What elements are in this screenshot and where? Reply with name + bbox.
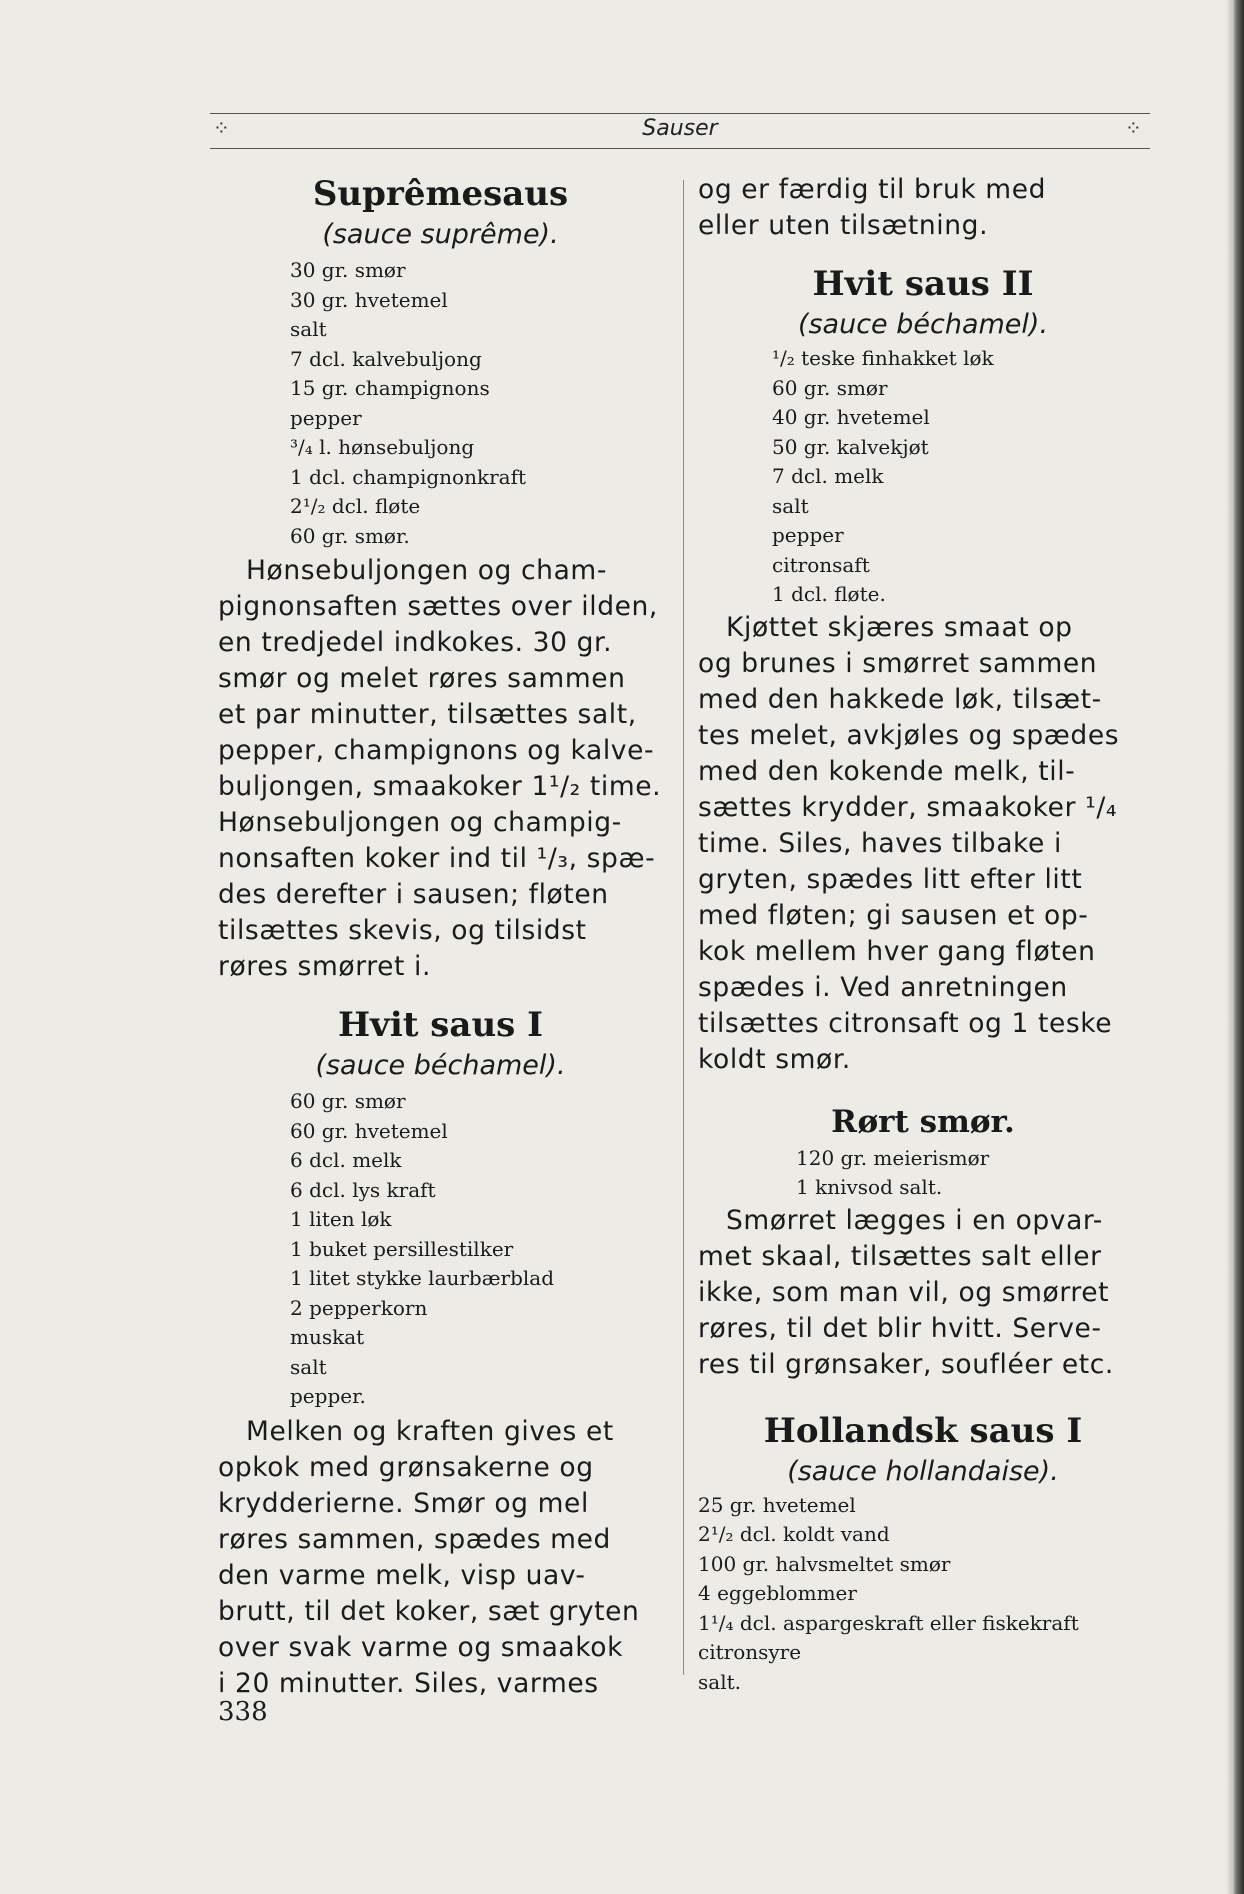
ingredient-item: 7 dcl. melk <box>772 464 884 488</box>
text-line: Kjøttet skjæres smaat op <box>726 611 1073 643</box>
ingredient-list-supreme <box>218 256 663 551</box>
ingredient-item: citronsaft <box>772 552 870 577</box>
ingredient-item: 7 dcl. kalvebuljong <box>290 346 482 371</box>
recipe-text-hvit-2 <box>698 610 1148 1078</box>
text-line: res til grønsaker, soufléer etc. <box>698 1348 1114 1380</box>
text-line: tilsættes citronsaft og 1 teske <box>698 1007 1113 1039</box>
text-line: en tredjedel indkokes. 30 gr. <box>218 627 613 658</box>
text-line: buljongen, smaakoker 1¹/₂ time. <box>218 771 662 802</box>
text-line: opkok med grønsakerne og <box>218 1451 594 1483</box>
text-line: Hønsebuljongen og cham- <box>246 555 607 586</box>
ingredient-item: ¹/₂ teske finhakket løk <box>772 346 994 370</box>
ingredient-item: 2¹/₂ dcl. koldt vand <box>698 1522 890 1546</box>
text-line: og brunes i smørret sammen <box>698 647 1098 679</box>
ornament-right-icon: ⁘ <box>1125 116 1142 140</box>
text-line: time. Siles, haves tilbake i <box>698 827 1062 859</box>
ingredient-item: salt <box>290 1354 327 1379</box>
ingredient-list-rort-smor <box>698 1144 1148 1203</box>
ingredient-item: 25 gr. hvetemel <box>698 1492 856 1517</box>
ingredient-item: 30 gr. smør <box>290 258 406 282</box>
text-line: smør og melet røres sammen <box>218 663 626 694</box>
ingredient-item: 1 litet stykke laurbærblad <box>290 1266 555 1290</box>
recipe-title-supreme: Suprêmesaus <box>312 174 569 214</box>
ingredient-item: 60 gr. hvetemel <box>290 1118 448 1143</box>
ingredient-item: pepper <box>772 523 844 547</box>
ingredient-item: salt <box>290 317 327 341</box>
recipe-text-rort-smor <box>698 1203 1148 1383</box>
text-line: den varme melk, visp uav- <box>218 1559 586 1591</box>
ingredient-item: 1 knivsod salt. <box>796 1175 943 1199</box>
text-line: pignonsaften sættes over ilden, <box>218 591 658 622</box>
recipe-title-rort-smor: Rørt smør. <box>831 1103 1015 1140</box>
text-line: et par minutter, tilsættes salt, <box>218 699 637 730</box>
ingredient-list-hvit-2 <box>698 344 1148 610</box>
text-line: røres sammen, spædes med <box>218 1523 611 1555</box>
recipe-title-hvit-2: Hvit saus II <box>812 264 1034 304</box>
text-line: tilsættes skevis, og tilsidst <box>218 915 587 946</box>
text-line: røres, til det blir hvitt. Serve- <box>698 1312 1102 1344</box>
ingredient-item: salt. <box>698 1669 741 1694</box>
continuation-text <box>698 172 1148 244</box>
ingredient-item: 50 gr. kalvekjøt <box>772 434 929 459</box>
ingredient-item: 120 gr. meierismør <box>796 1145 990 1170</box>
ingredient-item: pepper <box>290 405 362 430</box>
ornament-left-icon: ⁘ <box>213 116 230 140</box>
ingredient-item: ³/₄ l. hønsebuljong <box>290 435 475 459</box>
ingredient-item: 1 dcl. fløte. <box>772 582 886 606</box>
text-line: koldt smør. <box>698 1043 851 1075</box>
ingredient-item: 60 gr. smør. <box>290 523 410 548</box>
ingredient-item: 1 dcl. champignonkraft <box>290 464 527 489</box>
ingredient-item: 1¹/₄ dcl. aspargeskraft eller fiskekraft <box>698 1610 1079 1635</box>
recipe-subtitle-supreme: (sauce suprême). <box>322 219 559 250</box>
text-line: sættes krydder, smaakoker ¹/₄ <box>698 791 1118 823</box>
ingredient-item: 1 liten løk <box>290 1207 392 1231</box>
text-line: krydderierne. Smør og mel <box>218 1487 589 1519</box>
text-line: med fløten; gi sausen et op- <box>698 899 1089 931</box>
ingredient-list-hvit-1 <box>218 1087 663 1412</box>
text-line: i 20 minutter. Siles, varmes <box>218 1667 599 1699</box>
header-rule-bottom <box>210 148 1150 149</box>
ingredient-item: 40 gr. hvetemel <box>772 405 930 429</box>
text-line: og er færdig til bruk med <box>698 174 1047 205</box>
ingredient-item: 2 pepperkorn <box>290 1295 428 1320</box>
recipe-text-hvit-1 <box>218 1414 663 1702</box>
ingredient-item: 30 gr. hvetemel <box>290 287 448 312</box>
text-line: med den hakkede løk, tilsæt- <box>698 683 1102 715</box>
ingredient-item: 4 eggeblommer <box>698 1581 857 1605</box>
text-line: Hønsebuljongen og champig- <box>218 807 622 838</box>
ingredient-item: salt <box>772 493 809 518</box>
ingredient-item: citronsyre <box>698 1640 802 1664</box>
ingredient-item: 6 dcl. lys kraft <box>290 1177 436 1202</box>
text-line: Smørret lægges i en opvar- <box>726 1204 1103 1236</box>
text-line: des derefter i sausen; fløten <box>218 879 609 910</box>
text-line: nonsaften koker ind til ¹/₃, spæ- <box>218 843 656 874</box>
text-line: tes melet, avkjøles og spædes <box>698 719 1120 751</box>
ingredient-item: 60 gr. smør <box>290 1089 406 1113</box>
book-spine-edge <box>1232 0 1244 1894</box>
text-line: ikke, som man vil, og smørret <box>698 1276 1110 1308</box>
ingredient-item: 60 gr. smør <box>772 375 888 400</box>
text-line: røres smørret i. <box>218 951 432 982</box>
text-line: over svak varme og smaakok <box>218 1631 624 1663</box>
text-line: Melken og kraften gives et <box>246 1415 614 1447</box>
recipe-text-supreme <box>218 553 663 985</box>
recipe-subtitle-hollandsk-1: (sauce hollandaise). <box>787 1455 1059 1487</box>
ingredient-item: 100 gr. halvsmeltet smør <box>698 1551 951 1576</box>
recipe-subtitle-hvit-2: (sauce béchamel). <box>797 309 1049 340</box>
text-line: med den kokende melk, til- <box>698 755 1076 787</box>
ingredient-item: muskat <box>290 1325 365 1349</box>
text-line: pepper, champignons og kalve- <box>218 735 655 766</box>
header-rule-top <box>210 113 1150 114</box>
recipe-subtitle-hvit-1: (sauce béchamel). <box>315 1050 566 1081</box>
running-header: Sauser <box>642 116 718 141</box>
text-line: met skaal, tilsættes salt eller <box>698 1240 1102 1272</box>
text-line: spædes i. Ved anretningen <box>698 971 1068 1003</box>
text-line: kok mellem hver gang fløten <box>698 935 1096 967</box>
ingredient-item: 6 dcl. melk <box>290 1148 402 1172</box>
ingredient-list-hollandsk-1 <box>698 1491 1148 1698</box>
text-line: brutt, til det koker, sæt gryten <box>218 1595 640 1627</box>
left-column <box>218 172 663 1702</box>
ingredient-item: 15 gr. champignons <box>290 376 490 400</box>
right-column <box>698 172 1148 1697</box>
text-line: gryten, spædes litt efter litt <box>698 863 1083 895</box>
ingredient-item: 1 buket persillestilker <box>290 1236 514 1261</box>
ingredient-item: pepper. <box>290 1384 366 1408</box>
recipe-title-hollandsk-1: Hollandsk saus I <box>763 1410 1083 1451</box>
text-line: eller uten tilsætning. <box>698 210 989 241</box>
page-number: 338 <box>218 1697 268 1727</box>
column-divider <box>683 180 684 1675</box>
ingredient-item: 2¹/₂ dcl. fløte <box>290 494 421 518</box>
recipe-title-hvit-1: Hvit saus I <box>337 1005 544 1045</box>
